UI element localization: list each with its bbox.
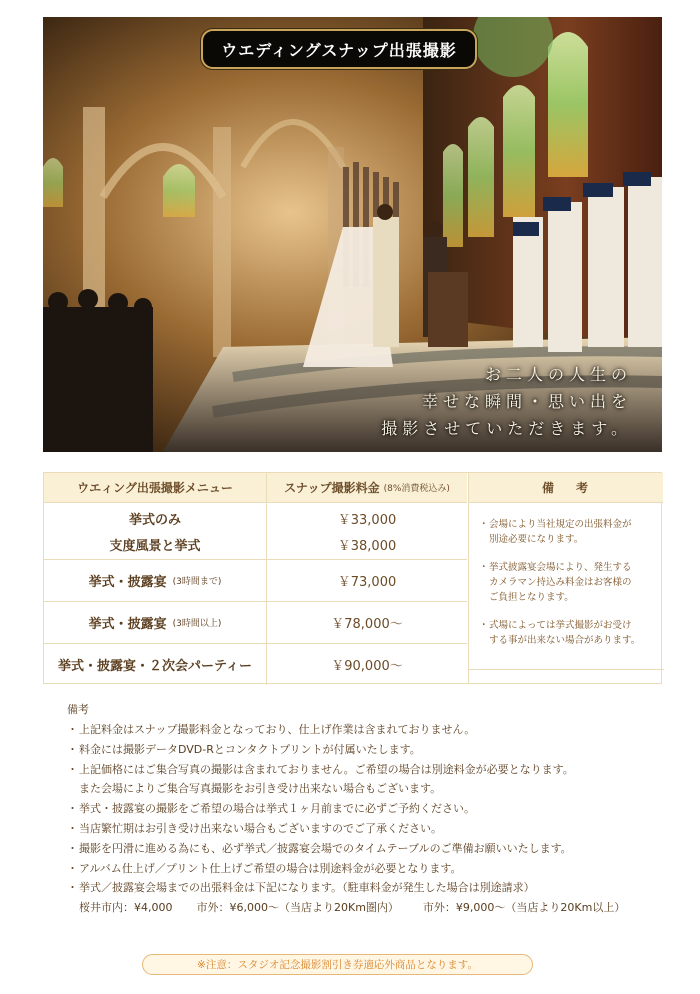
notes-title: 備考: [67, 703, 89, 716]
remark-line: カメラマン持込み料金はお客様の: [489, 577, 632, 588]
note-line: ・ 挙式・披露宴の撮影をご希望の場合は挙式１ヶ月前までに必ずご予約ください。: [67, 802, 475, 816]
remarks-box: [469, 503, 664, 670]
table-row: [44, 644, 266, 685]
caution-banner: ※注意：スタジオ記念撮影割引き券適応外商品となります。: [142, 954, 533, 975]
table-row: [44, 560, 266, 602]
menu-item-name: 挙式・披露宴・２次会パーティー: [58, 659, 252, 674]
remark-line: 挙式披露宴会場により、発生する: [489, 562, 632, 573]
caption-line: 幸せな瞬間・思い出を: [421, 392, 632, 411]
remarks-header: 備考: [469, 473, 663, 503]
hero-title: ウエディングスナップ出張撮影: [201, 29, 477, 69]
remark-line: する事が出来ない場合があります。: [489, 635, 641, 646]
note-line: ・ 挙式／披露宴会場までの出張料金は下記になります。（駐車料金が発生した場合は別途請求）: [67, 881, 535, 895]
menu-item-note: (3時間以上): [172, 619, 222, 629]
table-row: [267, 644, 467, 685]
fee-item: 桜井市内：¥4,000: [79, 901, 173, 915]
remarks-column: [468, 473, 663, 684]
fee-item: 市外：¥6,000～（当店より20Km圏内）: [196, 901, 399, 915]
price-value: ￥38,000: [337, 538, 397, 554]
price-value: ￥90,000～: [331, 659, 403, 674]
note-line: ・ 上記価格にはご集合写真の撮影は含まれておりません。ご希望の場合は別途料金が必要となります。: [67, 762, 574, 776]
table-row: [44, 602, 266, 644]
note-line: ・ 撮影を円滑に進める為にも、必ず挙式／披露宴会場でのタイムテーブルのご準備お願いいたします。: [67, 841, 572, 855]
note-line: また会場によりご集合写真撮影をお引き受け出来ない場合もございます。: [79, 782, 442, 796]
menu-item-name: 挙式のみ: [128, 512, 181, 528]
note-line: ・ アルバム仕上げ／プリント仕上げご希望の場合は別途料金が必要となります。: [67, 861, 462, 875]
remark-item: ・ 会場により当社規定の出張料金が 別途必要になります。: [479, 519, 632, 545]
menu-item-name: 挙式・披露宴: [88, 575, 167, 590]
table-row: [267, 560, 467, 602]
hero-caption: [381, 361, 632, 442]
remark-item: ・ 式場によっては挙式撮影がお受け する事が出来ない場合があります。: [479, 620, 641, 646]
price-header-note: (8%消費税込み): [383, 484, 450, 494]
note-line: ・ 上記料金はスナップ撮影料金となっており、仕上げ作業は含まれておりません。: [67, 723, 476, 736]
remark-line: 式場によっては挙式撮影がお受け: [489, 620, 632, 631]
menu-header: ウエィング出張撮影メニュー: [44, 473, 266, 503]
price-column: [266, 473, 467, 685]
remark-item: ・ 挙式披露宴会場により、発生する カメラマン持込み料金はお客様の ご負担となります。: [479, 562, 632, 603]
table-row: [267, 503, 467, 560]
fee-item: 市外：¥9,000～（当店より20Km以上）: [422, 901, 626, 915]
menu-item-note: (3時間まで): [172, 577, 222, 587]
travel-fees: [67, 898, 677, 918]
remark-line: 会場により当社規定の出張料金が: [489, 519, 632, 530]
hero-image: [43, 17, 662, 452]
menu-column: [44, 473, 266, 685]
price-value: ￥33,000: [337, 512, 397, 528]
menu-item-name: 挙式・披露宴: [88, 617, 167, 632]
remark-line: ご負担となります。: [489, 592, 574, 603]
caption-line: お二人の人生の: [484, 365, 632, 384]
note-line: ・ 料金には撮影データDVD-Rとコンタクトプリントが付属いたします。: [67, 742, 421, 756]
price-header: [267, 473, 467, 503]
notes-section: [67, 700, 677, 918]
caption-line: 撮影させていただきます。: [381, 419, 632, 438]
menu-item-name: 支度風景と挙式: [109, 538, 201, 554]
remark-line: 別途必要になります。: [489, 534, 584, 545]
price-table: [43, 472, 662, 684]
table-row: [44, 503, 266, 560]
price-value: ￥78,000～: [331, 617, 403, 632]
price-header-label: スナップ撮影料金: [284, 481, 380, 495]
table-row: [267, 602, 467, 644]
note-line: ・ 当店繁忙期はお引き受け出来ない場合もございますのでご了承ください。: [67, 821, 442, 835]
price-value: ￥73,000: [337, 575, 397, 590]
